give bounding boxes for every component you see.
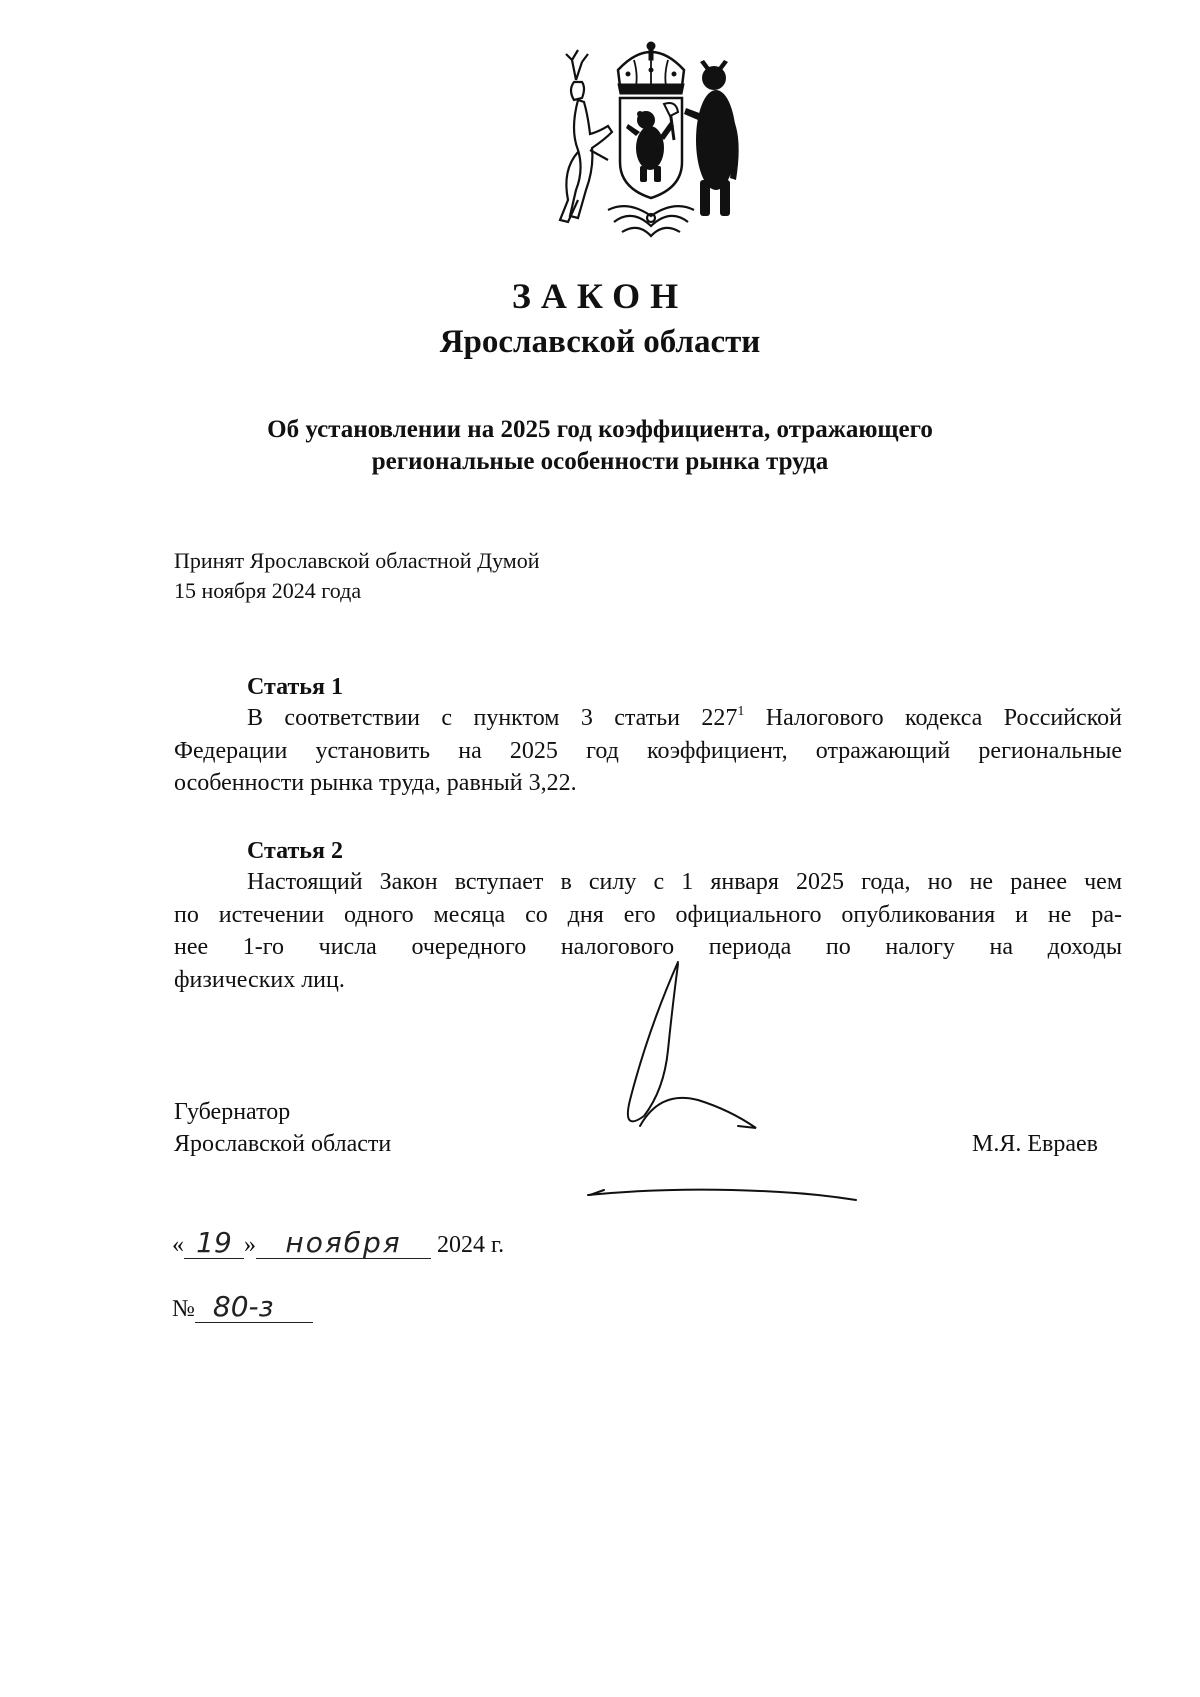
superscript: 1 [737,704,745,719]
date-year: 2024 г. [437,1232,505,1258]
date-close-quote: » [244,1232,256,1258]
law-title [0,414,1200,478]
article-2-line: нее 1-го числа очередного налогового периода по налогу на доходы [174,934,1122,960]
article-1-line: особенности рынка труда, равный 3,22. [174,770,577,796]
handwritten-month: ноября [256,1228,431,1259]
adoption-line: Принят Ярославской областной Думой [174,548,540,573]
article-2-heading: Статья 2 [247,838,343,864]
law-title-line: Об установлении на 2025 год коэффициента, отражающего [267,416,933,443]
article-1-text-start: В соответствии с пунктом 3 статьи 227 [247,705,738,731]
handwritten-day: 19 [184,1228,244,1259]
article-1-text-end: Налогового кодекса Российской [744,705,1122,731]
number-label: № [172,1296,195,1322]
document-subtitle: Ярославской области [439,324,761,360]
signing-date [172,1228,504,1261]
governor-title-line: Губернатор [174,1099,291,1125]
article-2-line: по истечении одного месяца со дня его официального опубликования и не ра- [174,901,1122,928]
adoption-info [174,546,540,606]
article-1-line: Федерации установить на 2025 год коэффициент, отражающий региональные [174,737,1122,764]
date-open-quote: « [172,1232,184,1258]
law-title-line: региональные особенности рынка труда [371,448,829,475]
article-1-line [174,702,1122,735]
article-2-line: физических лиц. [174,966,345,993]
article-1-heading: Статья 1 [247,674,343,700]
coat-of-arms-emblem [548,40,754,246]
handwritten-signature [560,950,880,1210]
document-title: ЗАКОН [511,276,689,316]
article-1-text [174,702,1122,800]
governor-title [174,1096,391,1160]
governor-title-line: Ярославской области [174,1131,392,1157]
governor-name: М.Я. Евраев [972,1131,1098,1157]
adoption-date: 15 ноября 2024 года [174,578,362,603]
handwritten-number: 80-з [195,1292,313,1323]
law-number [172,1292,313,1325]
article-2-line: Настоящий Закон вступает в силу с 1 января 2025 года, но не ранее чем [247,869,1122,895]
